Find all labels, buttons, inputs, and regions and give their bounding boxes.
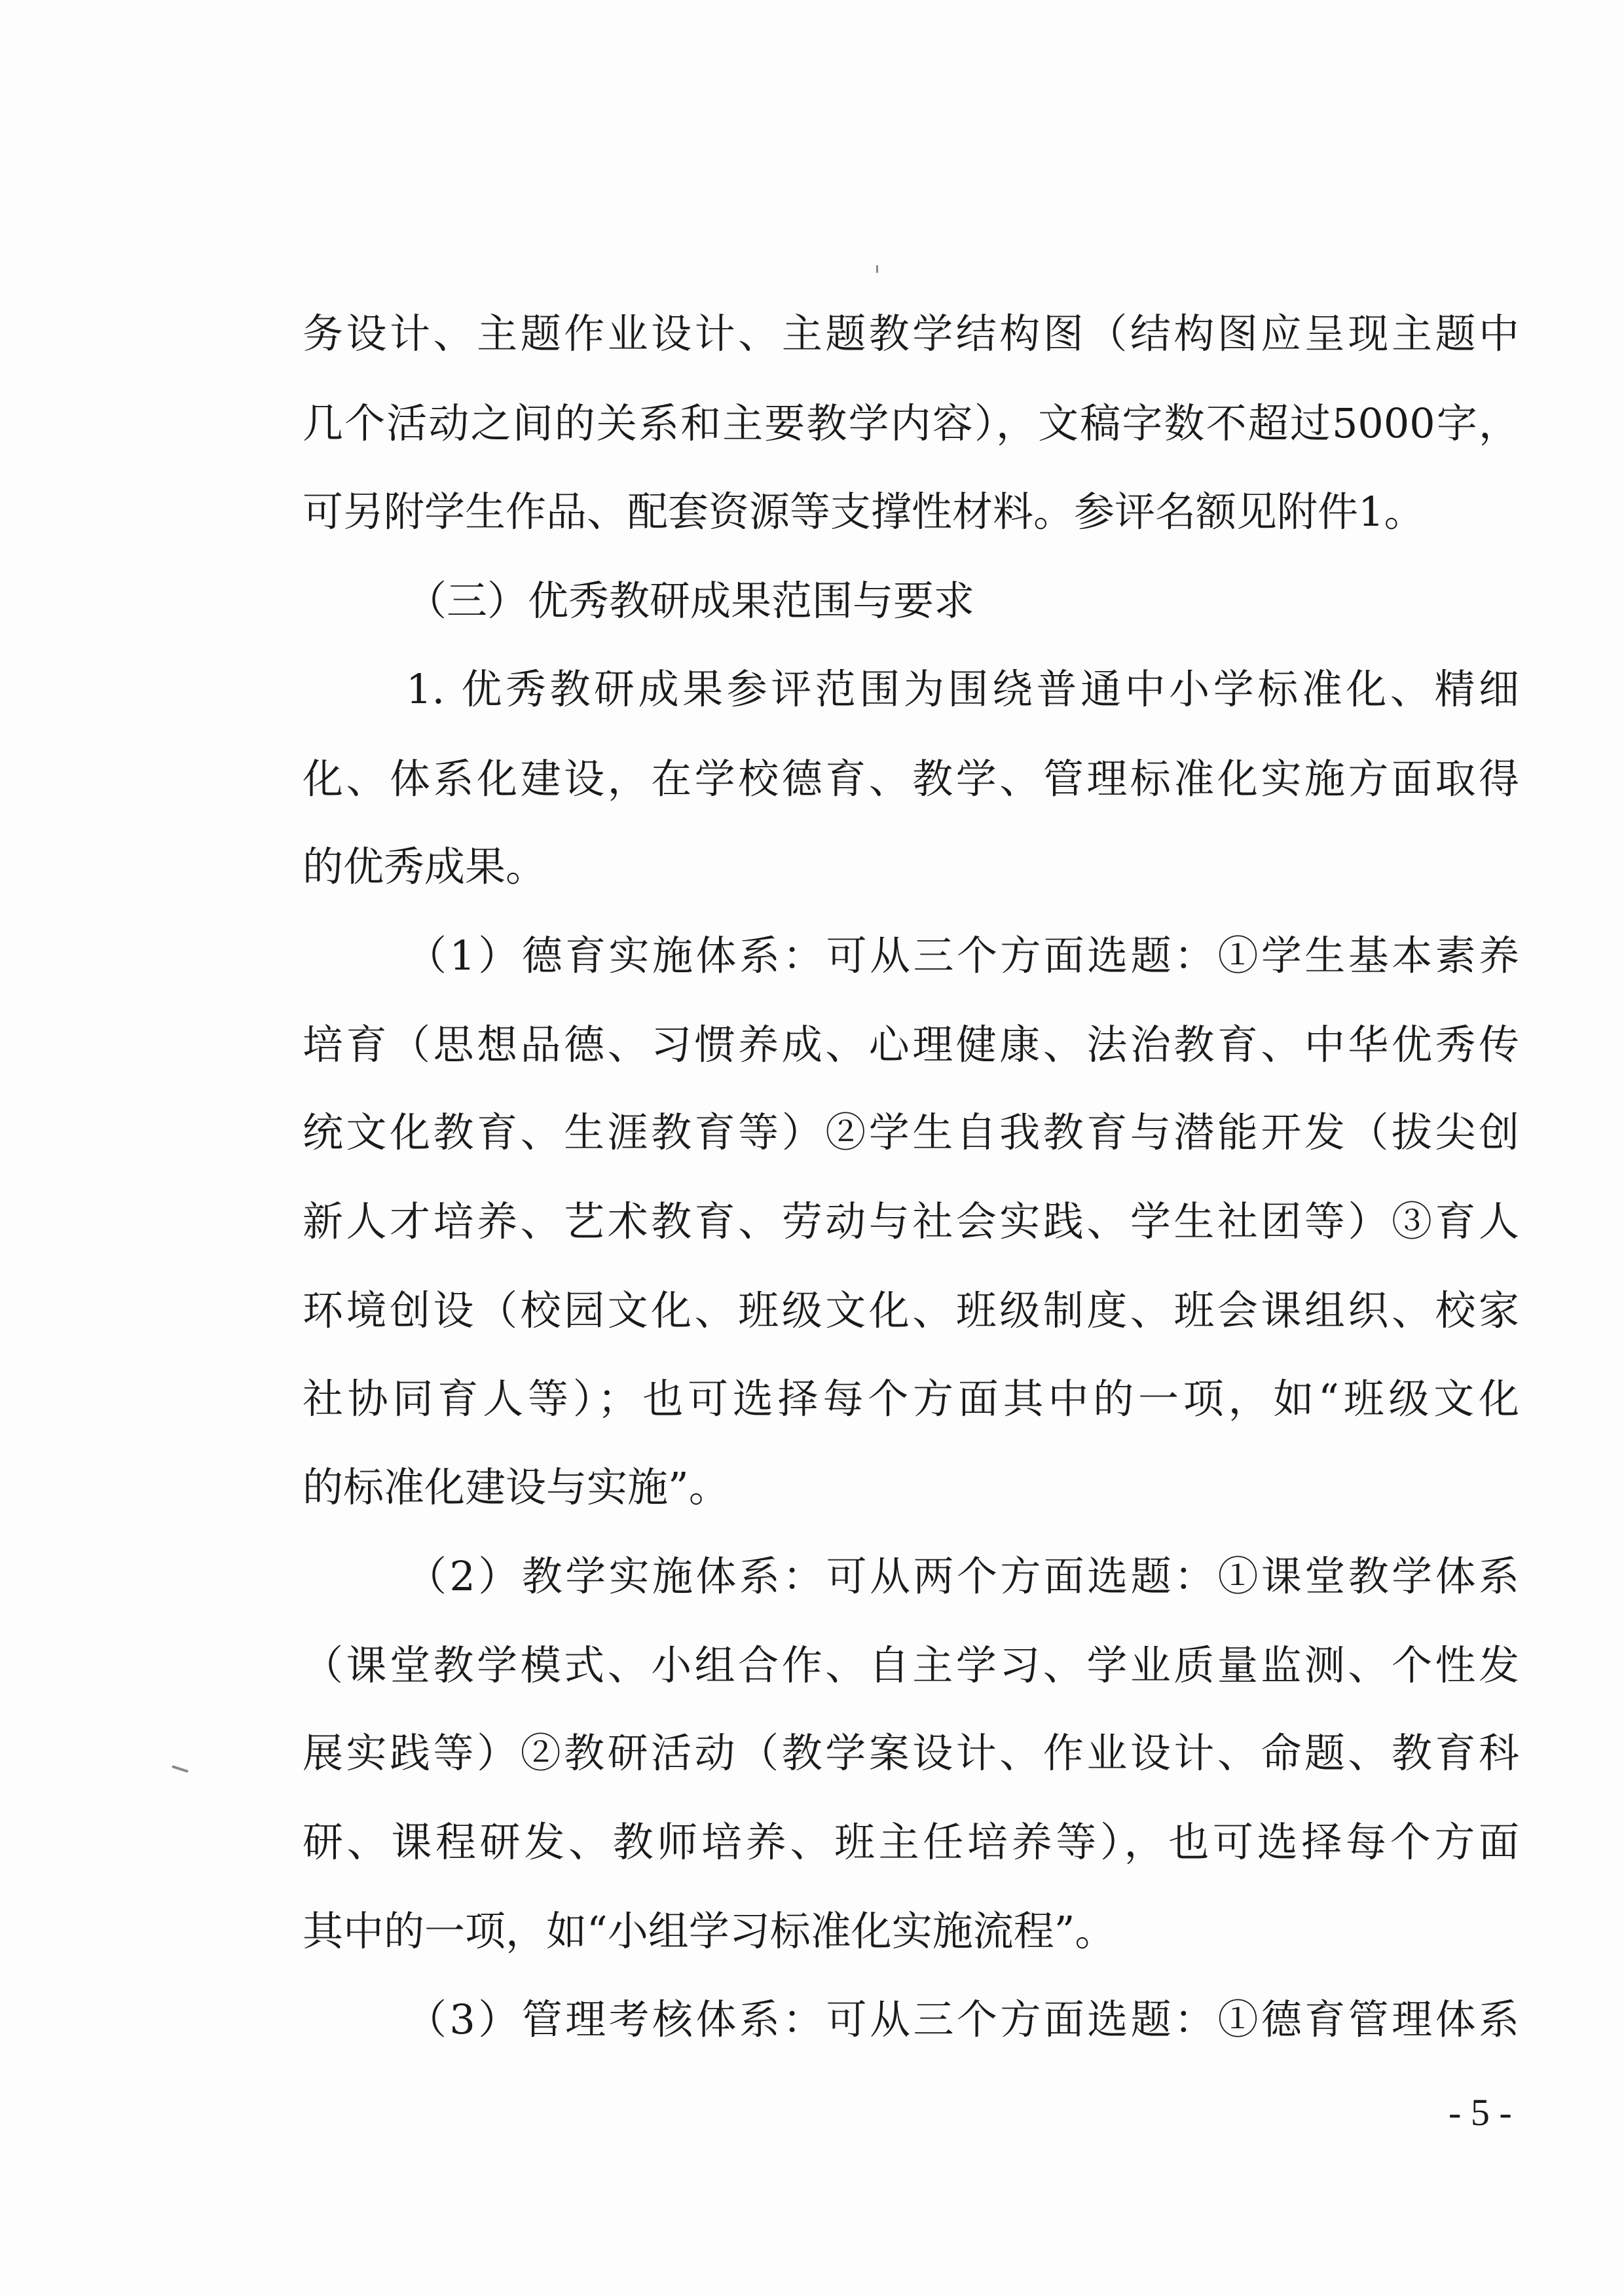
body-line: （课堂教学模式、小组合作、自主学习、学业质量监测、个性发 — [303, 1641, 1519, 1689]
body-line: 新人才培养、艺术教育、劳动与社会实践、学生社团等）③育人 — [303, 1197, 1519, 1245]
body-line: 的标准化建设与实施”。 — [303, 1463, 729, 1511]
scan-speck — [876, 265, 878, 273]
body-line: 研、课程研发、教师培养、班主任培养等），也可选择每个方面 — [303, 1818, 1519, 1866]
body-line: 化、体系化建设，在学校德育、教学、管理标准化实施方面取得 — [303, 755, 1519, 803]
body-line: 可另附学生作品、配套资源等支撑性材料。参评名额见附件1。 — [303, 488, 1425, 536]
page-number: - 5 - — [1449, 2091, 1512, 2134]
body-line: 几个活动之间的关系和主要教学内容），文稿字数不超过5000字， — [303, 399, 1519, 447]
body-line: 其中的一项，如“小组学习标准化实施流程”。 — [303, 1907, 1116, 1955]
body-line: 务设计、主题作业设计、主题教学结构图（结构图应呈现主题中 — [303, 310, 1519, 357]
body-line: 展实践等）②教研活动（教学案设计、作业设计、命题、教育科 — [303, 1729, 1519, 1777]
body-line: 1. 优秀教研成果参评范围为围绕普通中小学标准化、精细 — [406, 665, 1519, 713]
body-line: 社协同育人等）；也可选择每个方面其中的一项，如“班级文化 — [303, 1375, 1519, 1423]
body-line: 统文化教育、生涯教育等）②学生自我教育与潜能开发（拔尖创 — [303, 1108, 1519, 1156]
body-line: （1）德育实施体系：可从三个方面选题：①学生基本素养 — [406, 932, 1519, 979]
section-heading: （三）优秀教研成果范围与要求 — [406, 577, 975, 625]
body-line: 培育（思想品德、习惯养成、心理健康、法治教育、中华优秀传 — [303, 1021, 1519, 1068]
scan-speck — [172, 1765, 189, 1773]
body-line: 环境创设（校园文化、班级文化、班级制度、班会课组织、校家 — [303, 1286, 1519, 1334]
body-line: （2）教学实施体系：可从两个方面选题：①课堂教学体系 — [406, 1552, 1519, 1600]
body-line: （3）管理考核体系：可从三个方面选题：①德育管理体系 — [406, 1995, 1519, 2043]
body-line: 的优秀成果。 — [303, 843, 547, 890]
